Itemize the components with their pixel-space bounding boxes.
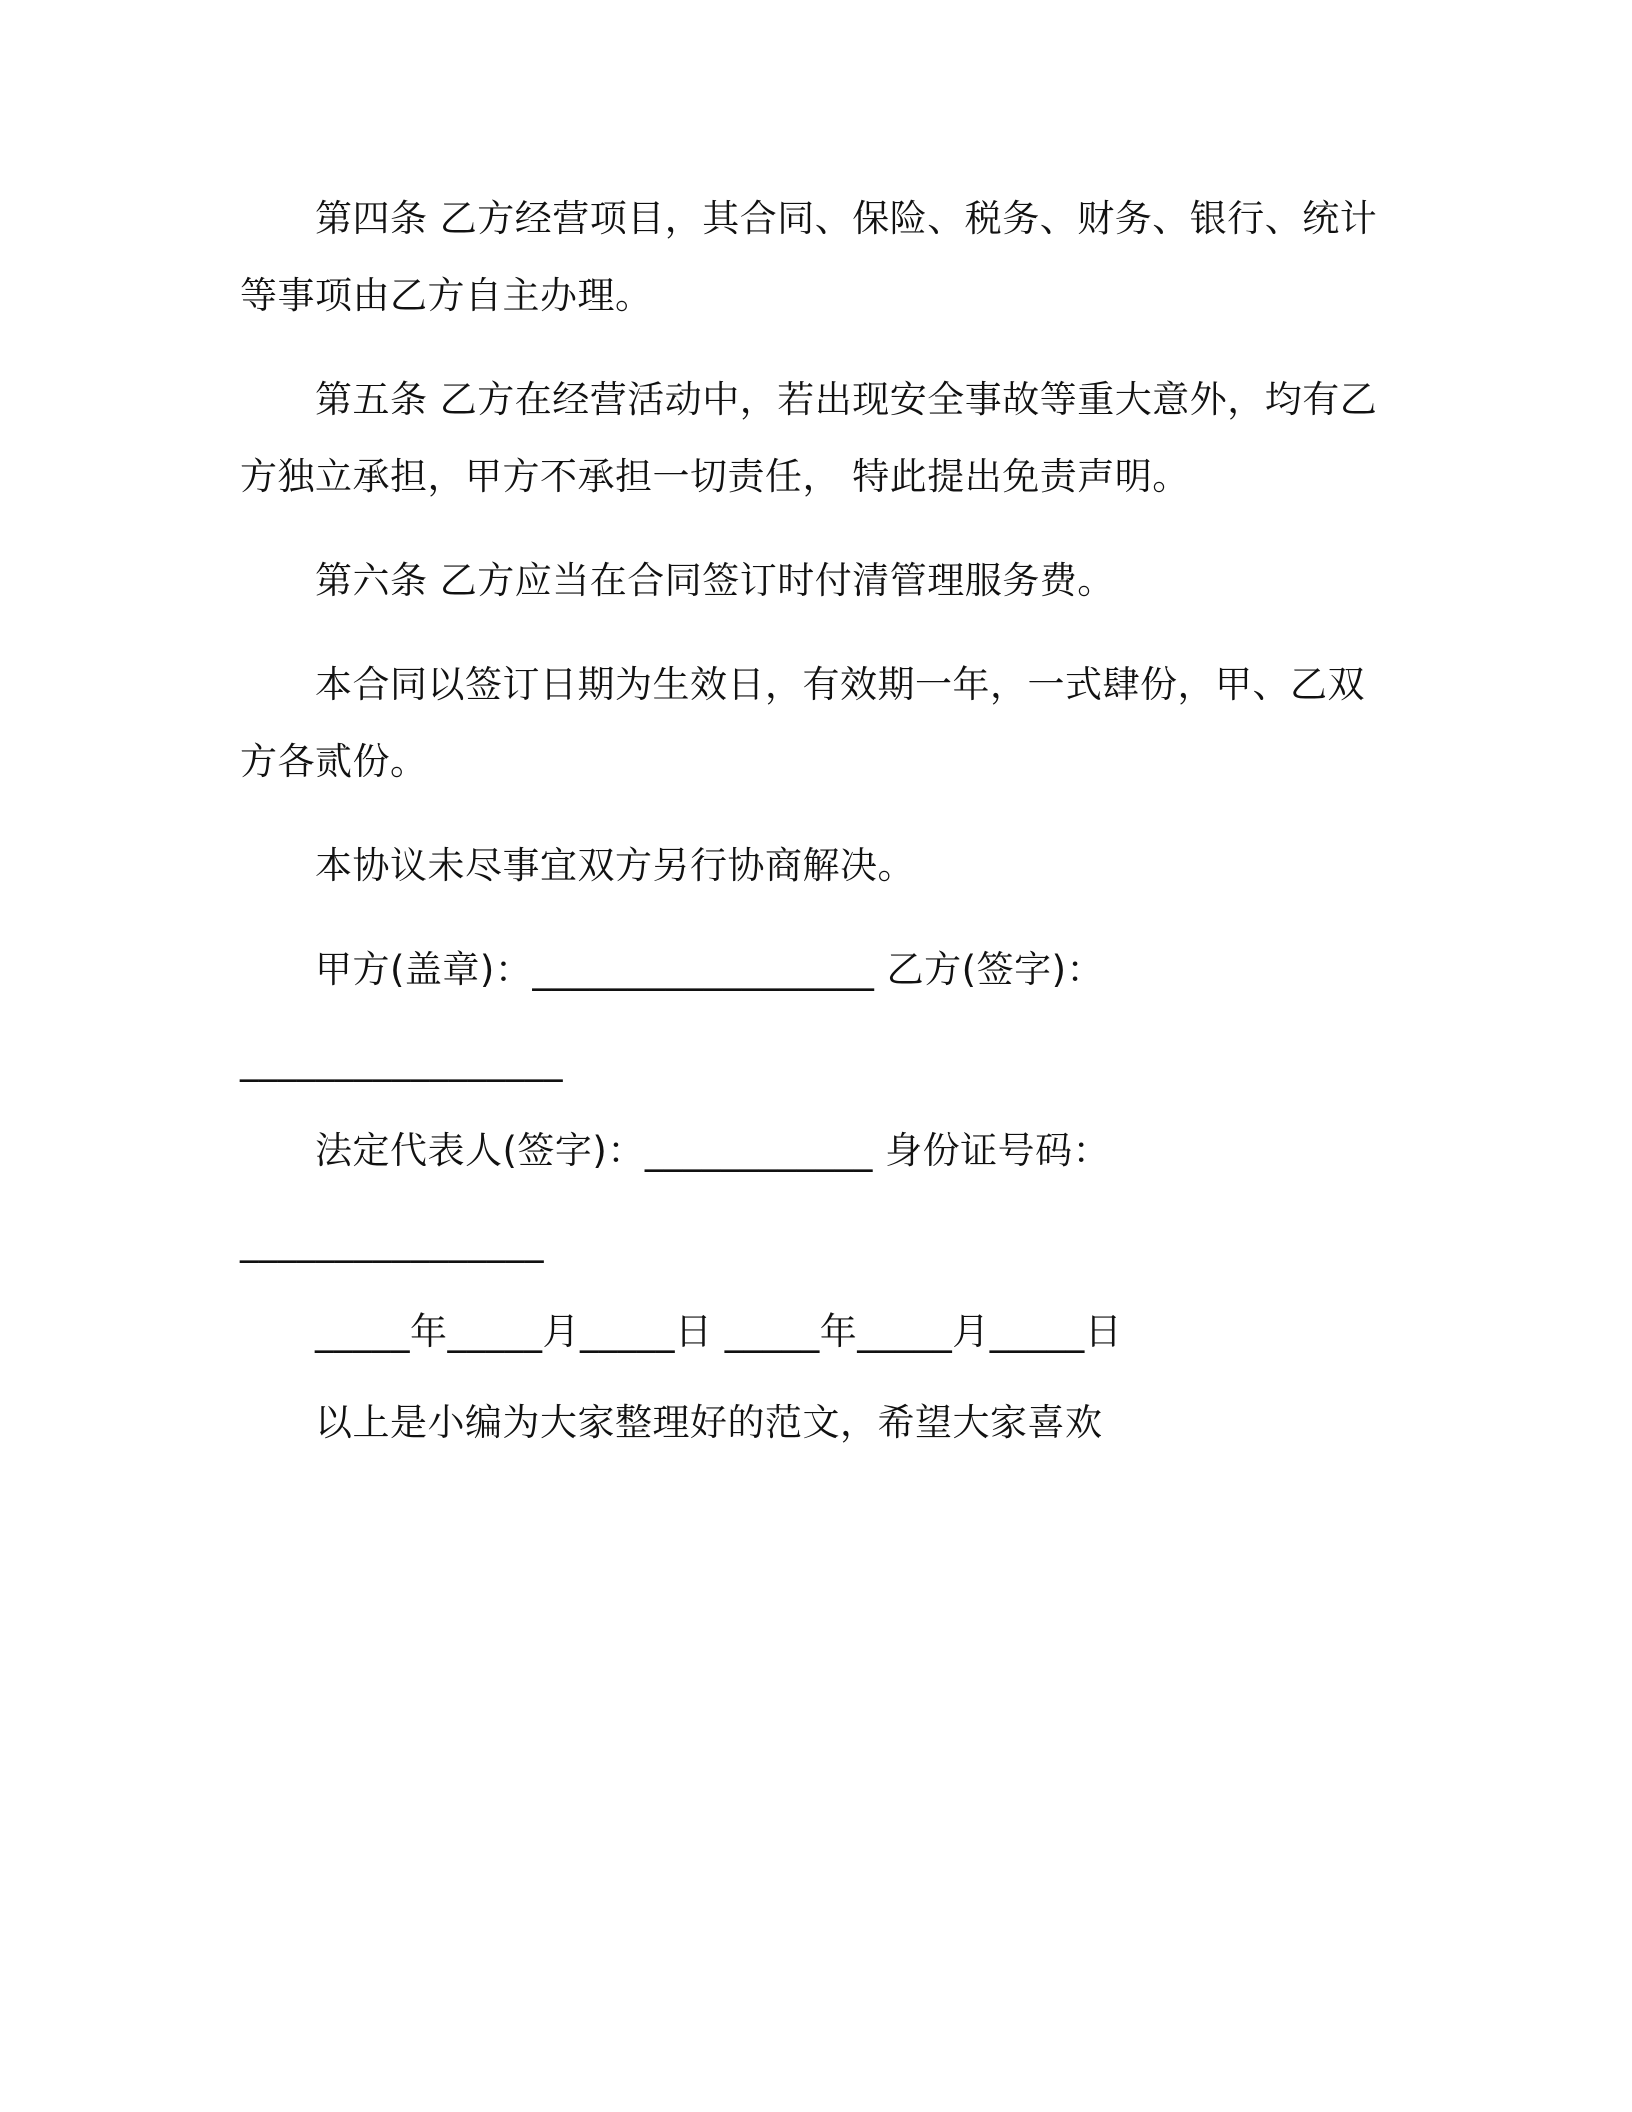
validity-line-1: 本合同以签订日期为生效日，有效期一年，一式肆份，甲、乙双: [315, 663, 1365, 706]
article-4-line-2: 等事项由乙方自主办理。: [240, 274, 653, 317]
other-matters-line: 本协议未尽事宜双方另行协商解决。: [315, 844, 915, 887]
representative-line-1: 法定代表人(签字)：____________ 身份证号码：: [315, 1129, 1111, 1172]
article-5-line-2: 方独立承担，甲方不承担一切责任， 特此提出免责声明。: [240, 455, 1190, 498]
article-4-line-1: 第四条 乙方经营项目，其合同、保险、税务、财务、银行、统计: [315, 197, 1378, 240]
date-line: _____年_____月_____日 _____年_____月_____日: [315, 1310, 1123, 1353]
article-5-line-1: 第五条 乙方在经营活动中，若出现安全事故等重大意外，均有乙: [315, 378, 1378, 421]
article-6-line-1: 第六条 乙方应当在合同签订时付清管理服务费。: [315, 559, 1115, 602]
closing-line: 以上是小编为大家整理好的范文，希望大家喜欢: [315, 1401, 1103, 1444]
party-signature-line-2: _________________: [240, 1039, 563, 1082]
party-signature-line-1: 甲方(盖章)：__________________ 乙方(签字)：: [315, 948, 1105, 991]
validity-line-2: 方各贰份。: [240, 740, 428, 783]
representative-line-2: ________________: [240, 1220, 544, 1263]
